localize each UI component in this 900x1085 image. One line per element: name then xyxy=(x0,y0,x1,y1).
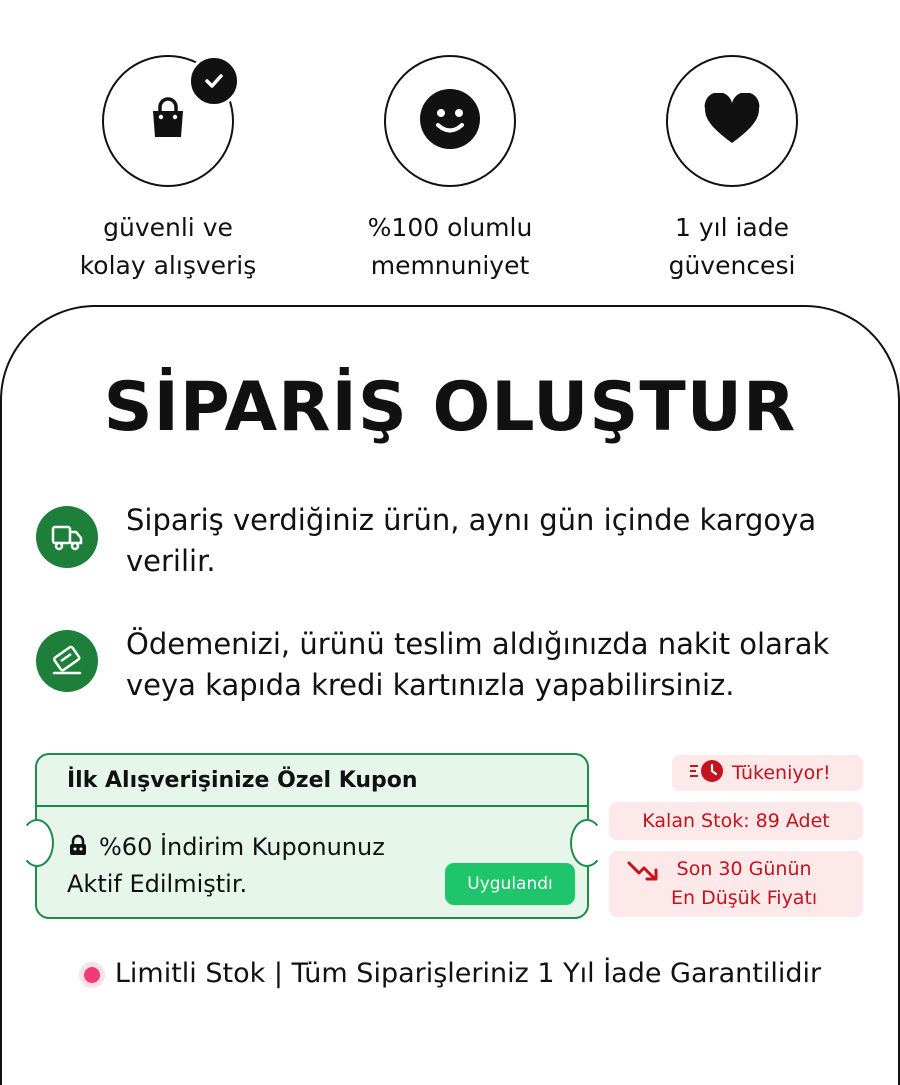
shopping-bag-icon xyxy=(146,97,190,145)
info-text: Ödemenizi, ürünü teslim aldığınızda nakit olarak veya kapıda kredi kartınızla yapabilirsiniz. xyxy=(126,627,830,702)
lowest-price-badge xyxy=(609,851,863,917)
lowest-price-text xyxy=(671,855,817,913)
coupon-body xyxy=(67,829,385,902)
badge-secure-shopping xyxy=(18,55,318,285)
coupon-header: İlk Alışverişinize Özel Kupon xyxy=(37,755,587,807)
checkmark-icon xyxy=(188,55,240,107)
trend-down-icon xyxy=(627,859,659,888)
heart-icon xyxy=(703,93,761,149)
running-out-badge xyxy=(672,755,863,791)
coupon-line-2: Aktif Edilmiştir. xyxy=(67,870,248,898)
badge-circle xyxy=(384,55,516,187)
lock-icon xyxy=(67,830,89,866)
delivery-truck-icon xyxy=(36,506,98,568)
badge-circle xyxy=(102,55,234,187)
coupon-notch-left xyxy=(20,819,54,867)
info-text: Sipariş verdiğiniz ürün, aynı gün içinde kargoya verilir. xyxy=(126,503,817,578)
badge-caption: güvenli ve kolay alışveriş xyxy=(79,213,257,280)
lowest-price-line-1: Son 30 Günün xyxy=(676,858,812,880)
payment-card-icon xyxy=(36,630,98,692)
page-title: SİPARİŞ OLUŞTUR xyxy=(103,368,797,447)
coupon-notch-right xyxy=(570,819,604,867)
remaining-stock-label: Kalan Stok: 89 Adet xyxy=(642,810,830,832)
footer-guarantee xyxy=(0,958,900,989)
list-clock-icon xyxy=(688,759,726,788)
info-row-shipping xyxy=(36,500,876,582)
badge-satisfaction xyxy=(300,55,600,285)
pink-dot-icon xyxy=(79,962,105,988)
badge-caption: 1 yıl iade güvencesi xyxy=(668,213,796,280)
badge-caption: %100 olumlu memnuniyet xyxy=(367,213,533,280)
footer-text: Limitli Stok | Tüm Siparişleriniz 1 Yıl İade Garantilidir xyxy=(114,958,822,989)
lowest-price-line-2: En Düşük Fiyatı xyxy=(671,887,818,909)
smiley-icon xyxy=(419,88,481,154)
badge-circle xyxy=(666,55,798,187)
badge-return-guarantee xyxy=(582,55,882,285)
running-out-label: Tükeniyor! xyxy=(732,762,831,784)
info-row-payment xyxy=(36,624,876,706)
coupon-line-1: %60 İndirim Kuponunuz xyxy=(99,833,385,861)
remaining-stock-badge xyxy=(609,802,863,840)
applied-button[interactable]: Uygulandı xyxy=(445,863,575,905)
coupon-card xyxy=(35,753,589,919)
